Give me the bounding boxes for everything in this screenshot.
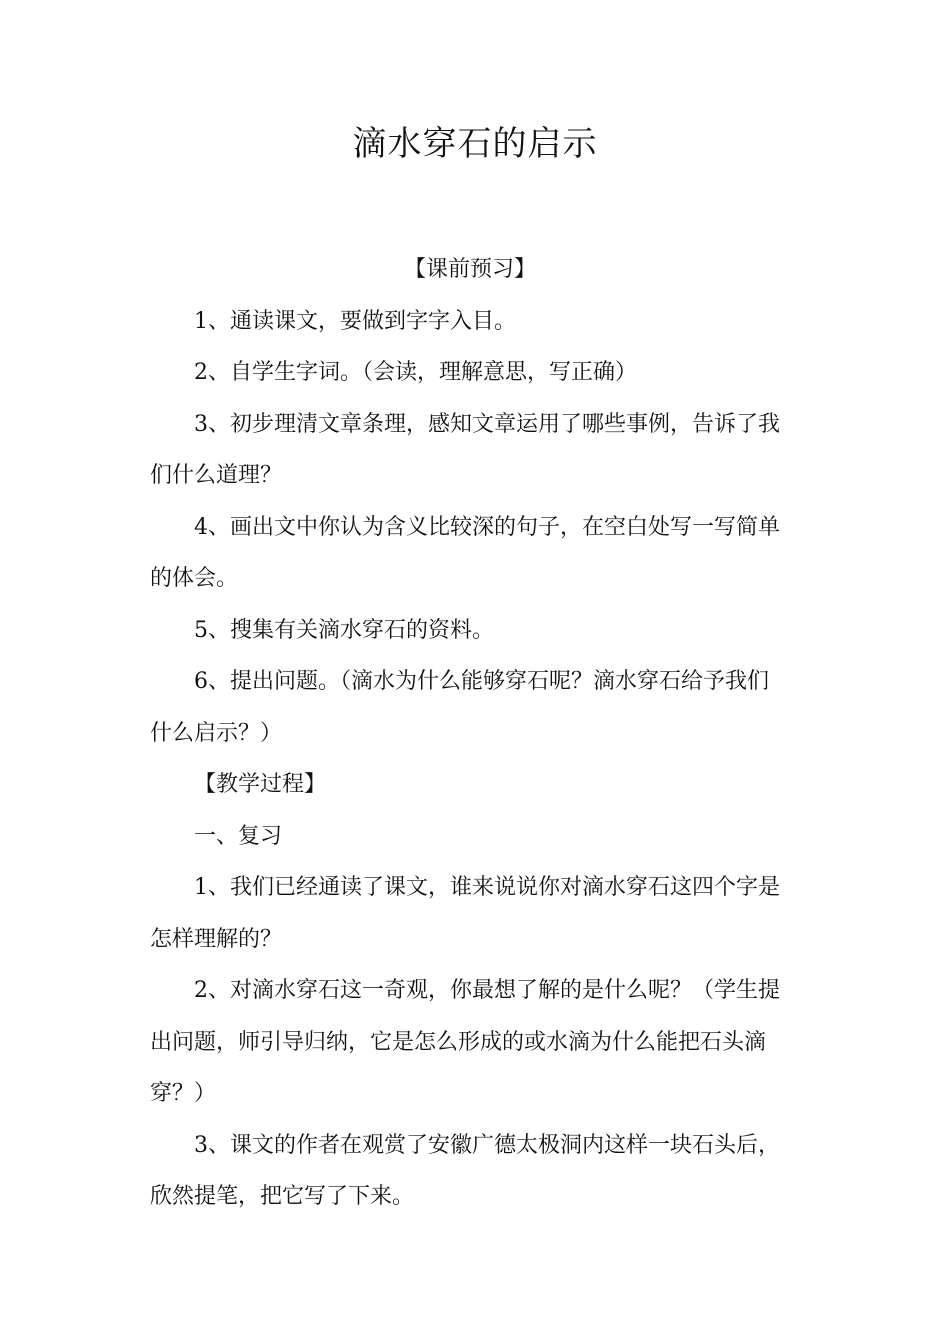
preview-item-2: 2、自学生字词。（会读，理解意思，写正确） <box>194 360 637 385</box>
review-item-3: 3、课文的作者在观赏了安徽广德太极洞内这样一块石头后，欣然提笔，把它写了下来。 <box>150 1132 780 1209</box>
preview-item-5: 5、搜集有关滴水穿石的资料。 <box>194 617 494 643</box>
document-title: 滴水穿石的启示 <box>352 124 598 164</box>
preview-item-3: 3、初步理清文章条理，感知文章运用了哪些事例，告诉了我们什么道理？ <box>150 411 780 488</box>
preview-item-1: 1、通读课文，要做到字字入目。 <box>194 308 516 334</box>
document-body <box>150 244 790 1223</box>
preview-item-6: 6、提出问题。（滴水为什么能够穿石呢？滴水穿石给予我们什么启示？） <box>150 669 769 746</box>
section-review-heading: 一、复习 <box>194 823 283 849</box>
process-heading: 【教学过程】 <box>194 772 327 797</box>
preview-heading: 【课前预习】 <box>403 257 536 282</box>
review-item-2: 2、对滴水穿石这一奇观，你最想了解的是什么呢？（学生提出问题，师引导归纳，它是怎么形成的或水滴为什么能把石头滴穿？） <box>150 978 780 1106</box>
review-item-1: 1、我们已经通读了课文，谁来说说你对滴水穿石这四个字是怎样理解的？ <box>150 875 780 952</box>
preview-item-4: 4、画出文中你认为含义比较深的句子，在空白处写一写简单的体会。 <box>150 514 780 591</box>
